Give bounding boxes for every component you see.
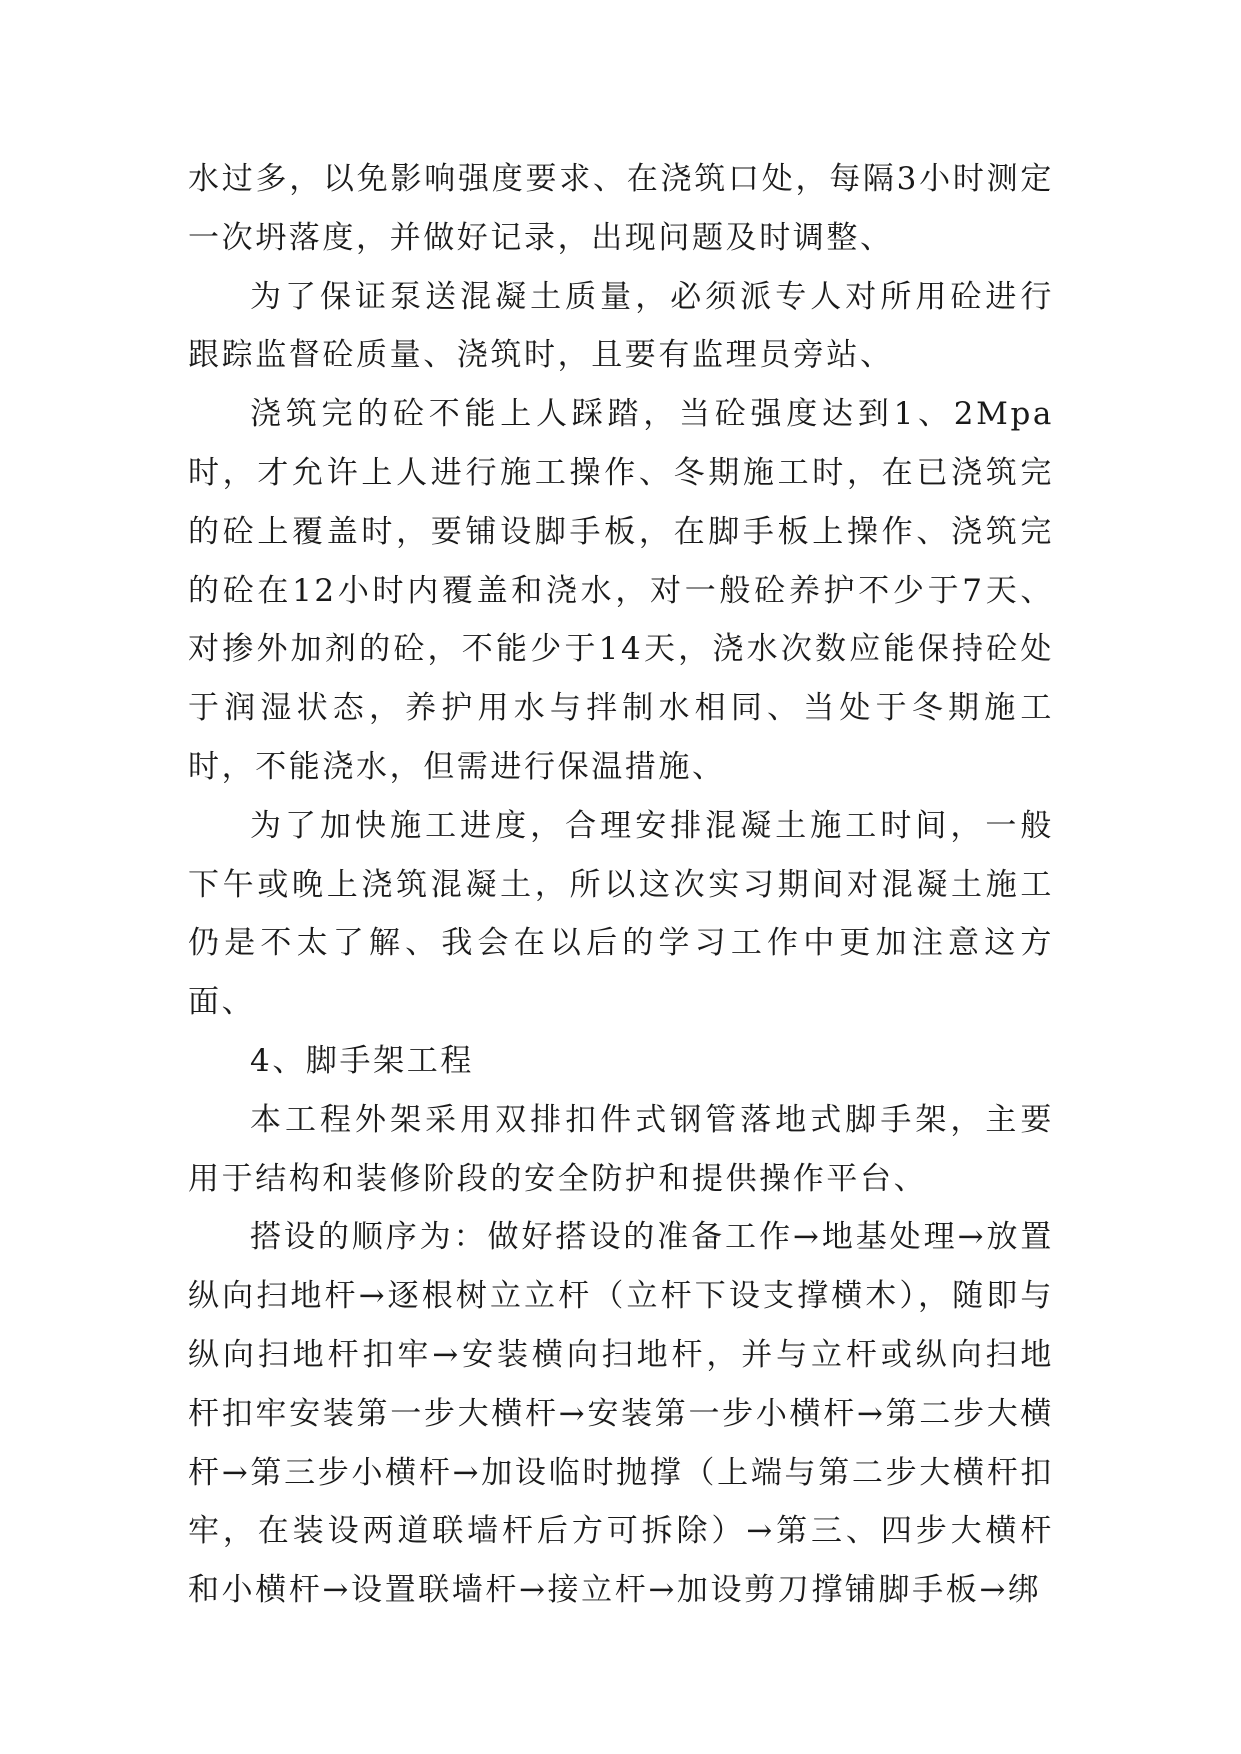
body-text [188,150,1054,1620]
paragraph-continuation: 水过多，以免影响强度要求、在浇筑口处，每隔3小时测定一次坍落度，并做好记录，出现问题及时调整、 [188,161,1054,256]
paragraph-erection-sequence: 搭设的顺序为：做好搭设的准备工作→地基处理→放置纵向扫地杆→逐根树立立杆（立杆下设支撑横木），随即与纵向扫地杆扣牢→安装横向扫地杆，并与立杆或纵向扫地杆扣牢安装第一步大横杆→安装第一步小横杆→第二步大横杆→第三步小横杆→加设临时抛撑（上端与第二步大横杆扣牢，在装设两道联墙杆后方可拆除）→第三、四步大横杆和小横杆→设置联墙杆→接立杆→加设剪刀撑铺脚手板→绑 [188,1219,1054,1609]
section-heading-scaffolding: 4、脚手架工程 [250,1042,474,1079]
paragraph-construction-schedule: 为了加快施工进度，合理安排混凝土施工时间，一般下午或晚上浇筑混凝土，所以这次实习期间对混凝土施工仍是不太了解、我会在以后的学习工作中更加注意这方面、 [188,807,1054,1021]
paragraph-pump-concrete-quality: 为了保证泵送混凝土质量，必须派专人对所用砼进行跟踪监督砼质量、浇筑时，且要有监理员旁站、 [188,278,1054,374]
paragraph-concrete-curing: 浇筑完的砼不能上人踩踏，当砼强度达到1、2Mpa时，才允许上人进行施工操作、冬期施工时，在已浇筑完的砼上覆盖时，要铺设脚手板，在脚手板上操作、浇筑完的砼在12小时内覆盖和浇水，对一般砼养护不少于7天、对掺外加剂的砼，不能少于14天，浇水次数应能保持砼处于润湿状态，养护用水与拌制水相同、当处于冬期施工时，不能浇水，但需进行保温措施、 [188,396,1054,785]
paragraph-scaffold-type: 本工程外架采用双排扣件式钢管落地式脚手架，主要用于结构和装修阶段的安全防护和提供操作平台、 [188,1101,1054,1197]
